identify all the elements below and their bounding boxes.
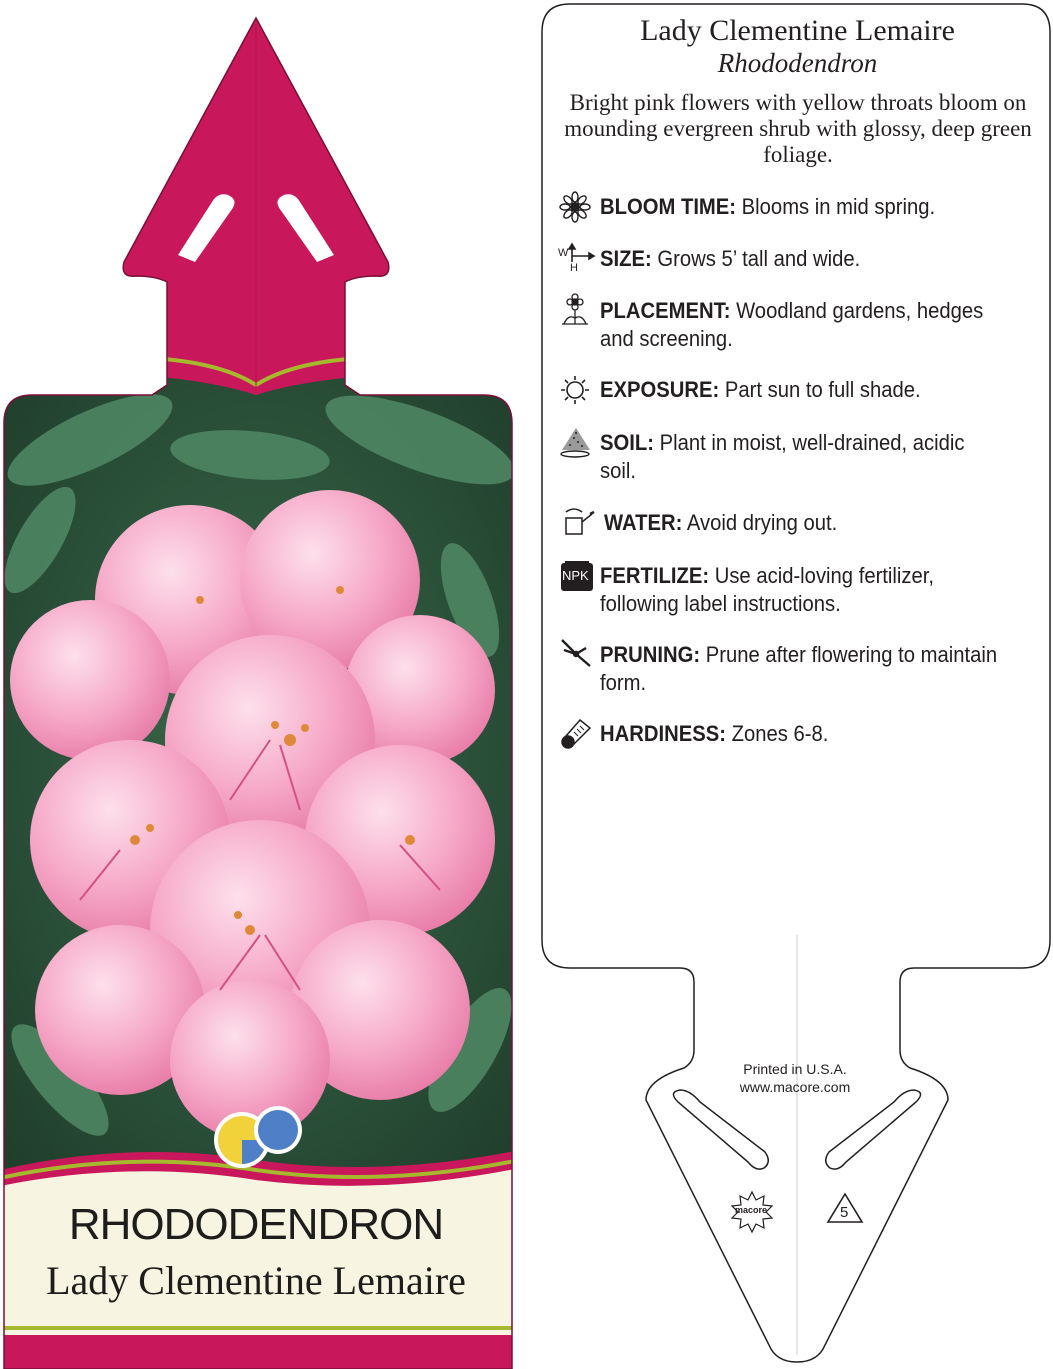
attribute-label: BLOOM TIME:: [600, 194, 737, 219]
attribute-value: Part sun to full shade.: [724, 377, 921, 402]
size-h-label: H: [570, 262, 578, 274]
recycle-code: 5: [840, 1204, 849, 1221]
attribute-label: HARDINESS:: [600, 721, 726, 746]
attribute-value: Zones 6-8.: [731, 721, 829, 746]
printed-info: [700, 1060, 890, 1096]
back-title: Lady Clementine Lemaire: [640, 14, 955, 47]
npk-label: NPK: [562, 568, 589, 583]
attribute-label: PLACEMENT:: [600, 298, 731, 323]
attribute-label: SOIL:: [600, 430, 654, 455]
printed-url: www.macore.com: [739, 1079, 851, 1095]
attribute-value: Prune after flowering to maintain form.: [600, 642, 998, 695]
plant-description: Bright pink flowers with yellow throats bloom on mounding evergreen shrub with glossy, deep green foliage.: [564, 90, 1032, 167]
front-variety: Lady Clementine Lemaire: [46, 1258, 466, 1303]
attribute-value: Plant in moist, well-drained, acidic soil.: [600, 430, 965, 483]
attribute-label: PRUNING:: [600, 642, 701, 667]
front-title: RHODODENDRON: [68, 1200, 444, 1249]
attribute-value: Blooms in mid spring.: [741, 194, 936, 219]
printed-country: Printed in U.S.A.: [743, 1061, 847, 1077]
attribute-label: WATER:: [604, 510, 683, 535]
back-latin-name: Rhododendron: [717, 48, 878, 78]
attribute-value: Avoid drying out.: [686, 510, 838, 535]
attribute-value: Woodland gardens, hedges and screening.: [600, 298, 984, 351]
macore-mark-text: macore: [735, 1205, 768, 1215]
size-w-label: W: [558, 247, 569, 259]
attribute-value: Use acid-loving fertilizer, following label instructions.: [600, 563, 935, 616]
attribute-label: SIZE:: [600, 246, 652, 271]
attribute-label: EXPOSURE:: [600, 377, 720, 402]
attribute-label: FERTILIZE:: [600, 563, 710, 588]
attribute-value: Grows 5’ tall and wide.: [657, 246, 861, 271]
